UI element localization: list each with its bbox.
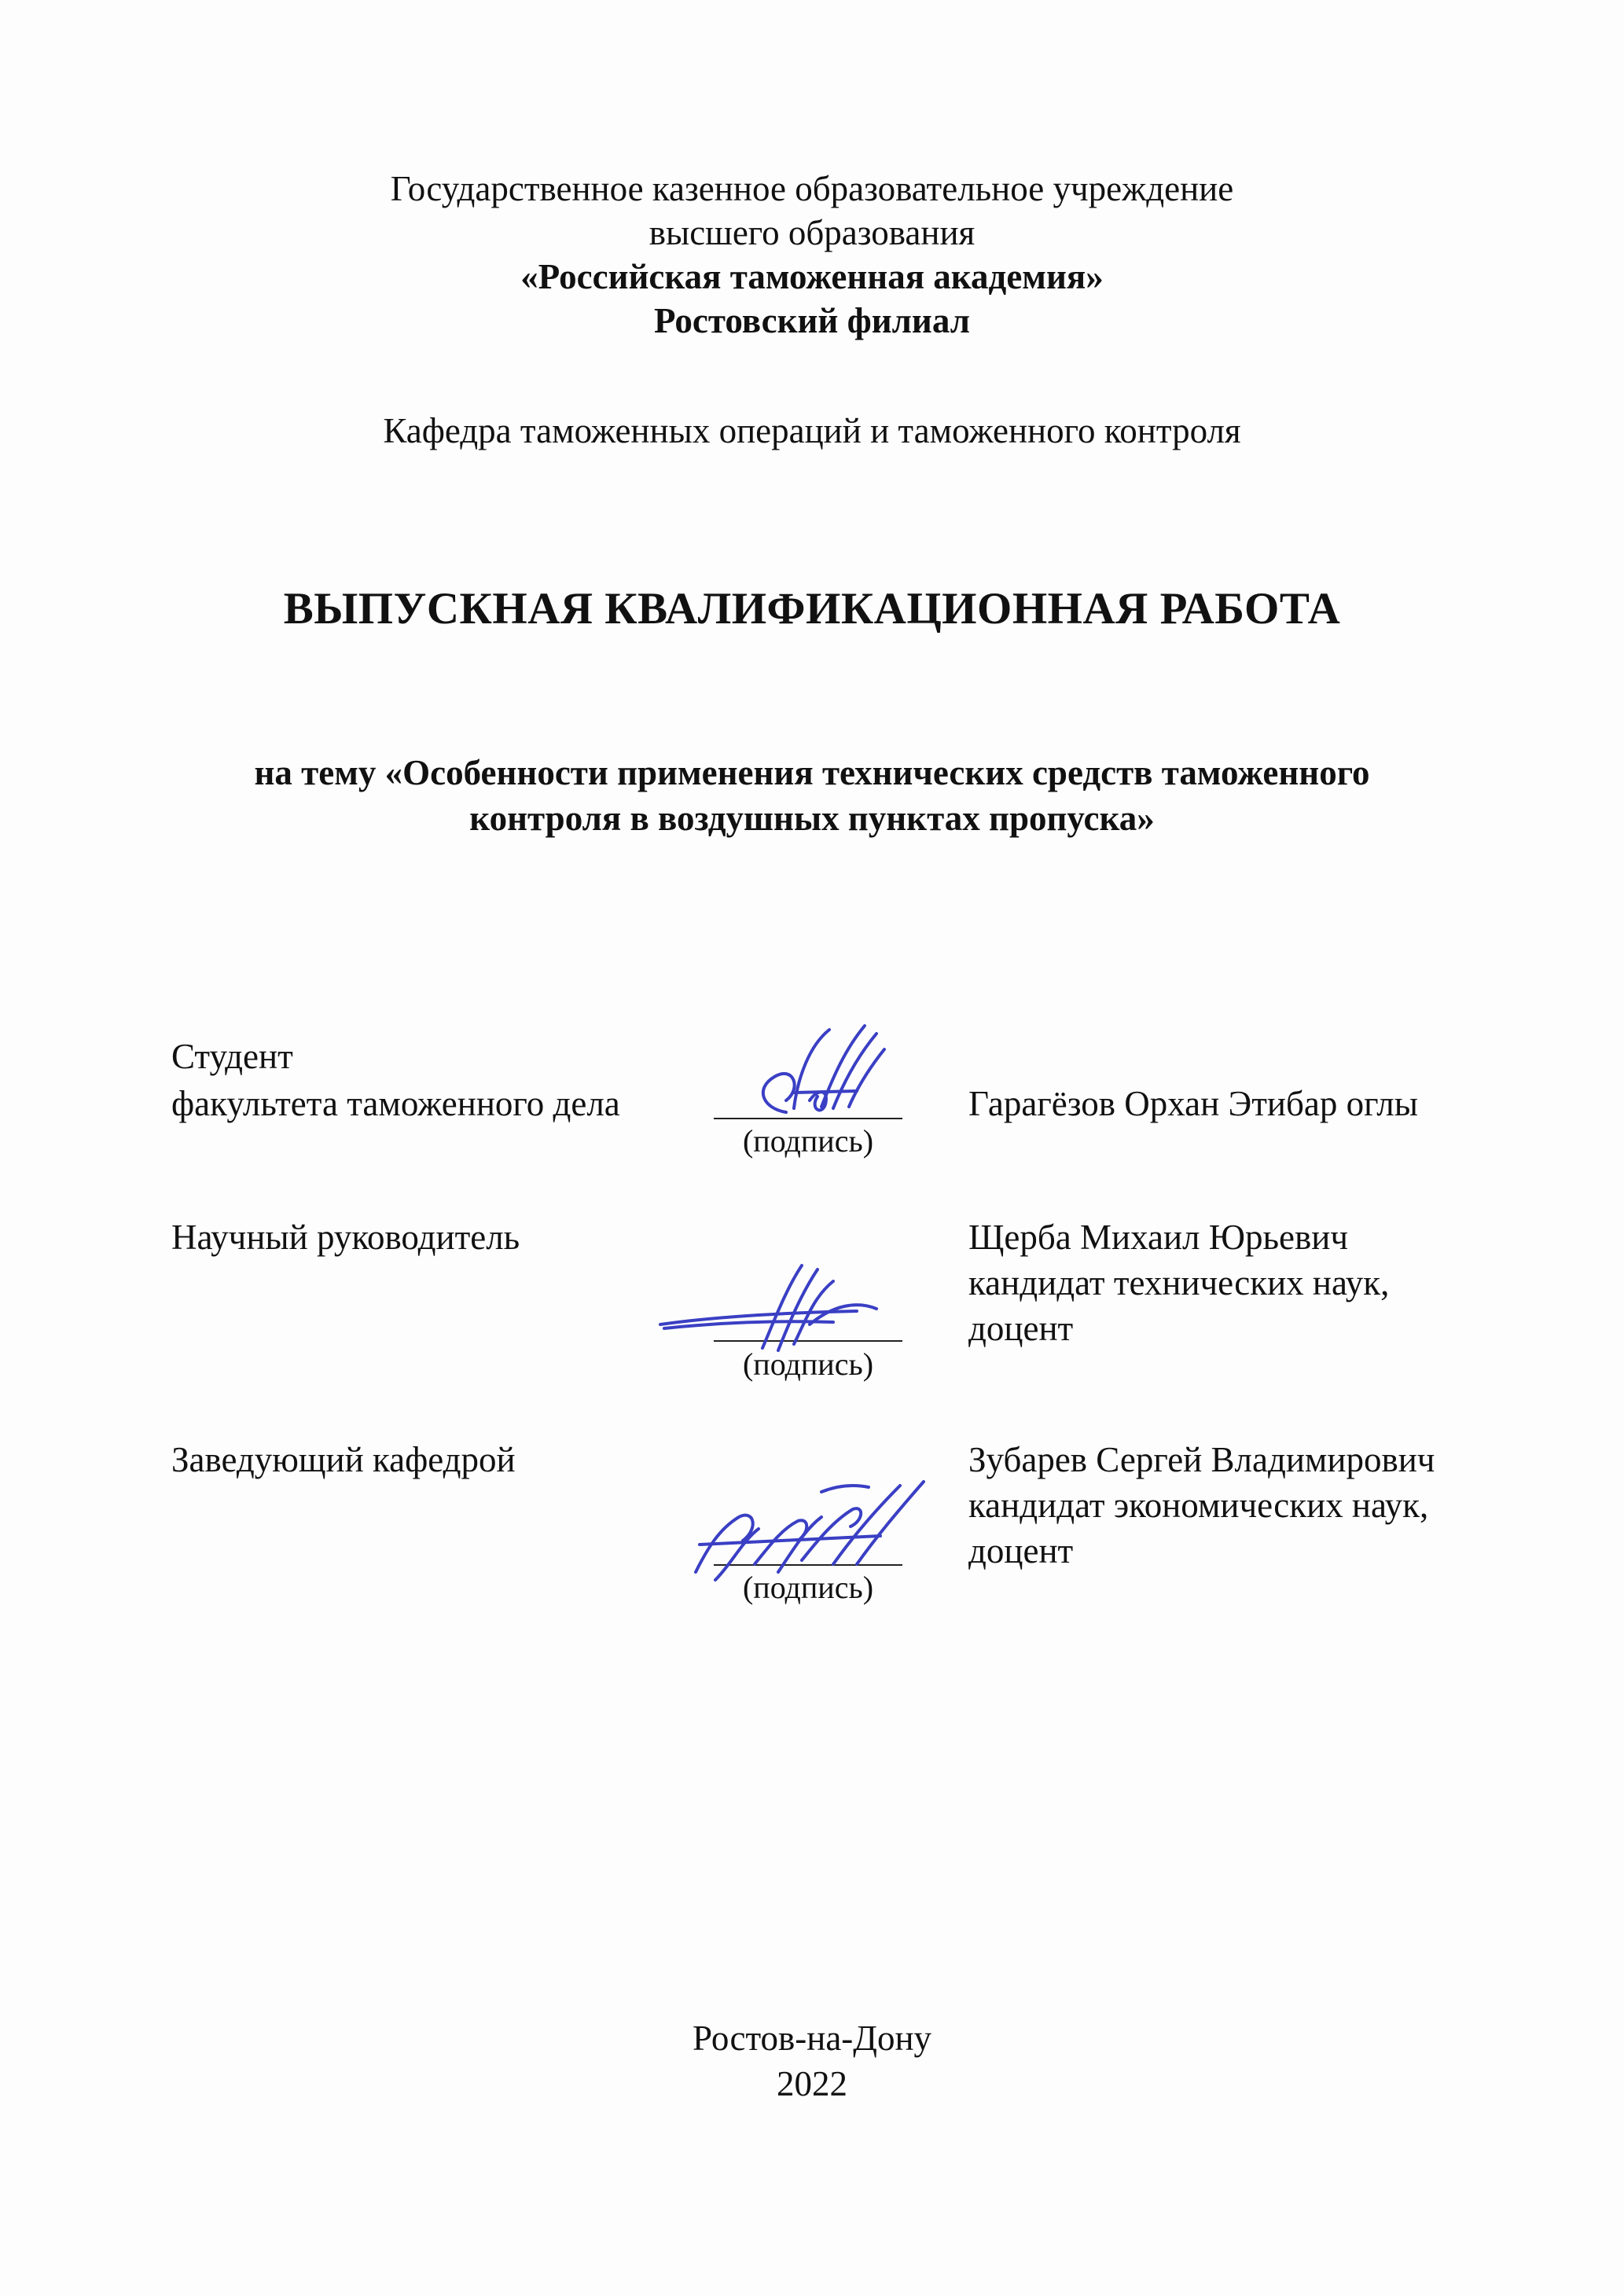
head-handwritten-signature — [684, 1454, 935, 1604]
footer-city: Ростов-на-Дону — [692, 2019, 932, 2058]
supervisor-degree: кандидат технических наук, — [968, 1263, 1390, 1302]
supervisor-role: Научный руководитель — [171, 1218, 520, 1257]
supervisor-name: Щерба Михаил Юрьевич — [968, 1218, 1348, 1257]
head-degree: кандидат экономических наук, — [968, 1486, 1429, 1525]
supervisor-handwritten-signature — [652, 1250, 888, 1360]
head-role: Заведующий кафедрой — [171, 1440, 516, 1479]
document-title: ВЫПУСКНАЯ КВАЛИФИКАЦИОННАЯ РАБОТА — [283, 584, 1341, 634]
student-signature-caption: (подпись) — [742, 1123, 874, 1159]
student-handwritten-signature — [739, 1014, 888, 1132]
department-name: Кафедра таможенных операций и таможенного контроля — [383, 411, 1241, 450]
academy-name: «Российская таможенная академия» — [520, 257, 1104, 296]
footer-year: 2022 — [777, 2064, 847, 2103]
supervisor-title: доцент — [968, 1309, 1074, 1348]
head-signature-caption: (подпись) — [742, 1570, 874, 1605]
head-title: доцент — [968, 1531, 1074, 1570]
institution-line-2: высшего образования — [648, 213, 976, 252]
head-name: Зубарев Сергей Владимирович — [968, 1440, 1435, 1479]
supervisor-signature-caption: (подпись) — [742, 1346, 874, 1382]
topic-line-1: на тему «Особенности применения технических средств таможенного — [254, 753, 1370, 792]
student-role-line-1: Студент — [171, 1037, 293, 1076]
student-name: Гарагёзов Орхан Этибар оглы — [968, 1084, 1418, 1123]
student-role-line-2: факультета таможенного дела — [171, 1084, 620, 1123]
institution-line-1: Государственное казенное образовательное учреждение — [390, 169, 1234, 208]
branch-name: Ростовский филиал — [654, 301, 970, 340]
topic-line-2: контроля в воздушных пунктах пропуска» — [469, 799, 1155, 838]
